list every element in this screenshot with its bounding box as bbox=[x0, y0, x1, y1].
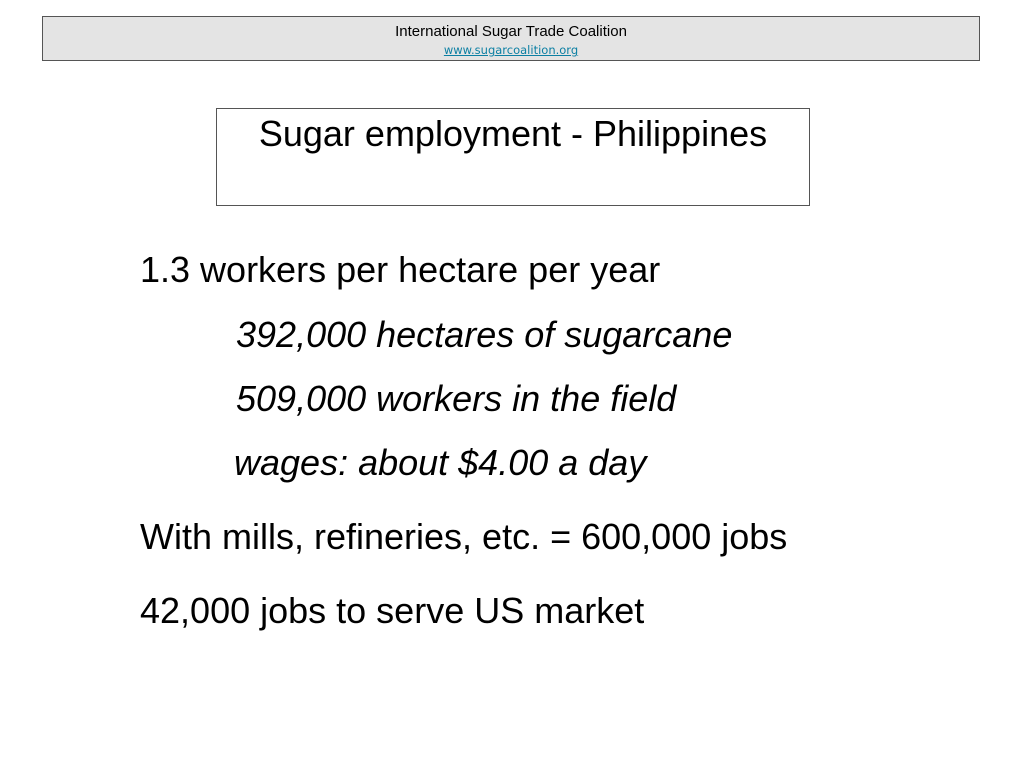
website-link[interactable]: www.sugarcoalition.org bbox=[443, 43, 579, 57]
wages-text: wages: about $4.00 a day bbox=[234, 442, 647, 483]
hectares-text: 392,000 hectares of sugarcane bbox=[236, 314, 733, 355]
field-workers-text: 509,000 workers in the field bbox=[236, 378, 677, 419]
slide-title: Sugar employment - Philippines bbox=[258, 113, 768, 154]
total-jobs-text: With mills, refineries, etc. = 600,000 jobs bbox=[140, 516, 788, 557]
us-market-jobs-text: 42,000 jobs to serve US market bbox=[140, 590, 645, 631]
header-banner bbox=[42, 16, 980, 61]
workers-per-hectare-text: 1.3 workers per hectare per year bbox=[140, 249, 661, 290]
slide-title-box bbox=[216, 108, 810, 206]
organization-name: International Sugar Trade Coalition bbox=[395, 23, 627, 40]
